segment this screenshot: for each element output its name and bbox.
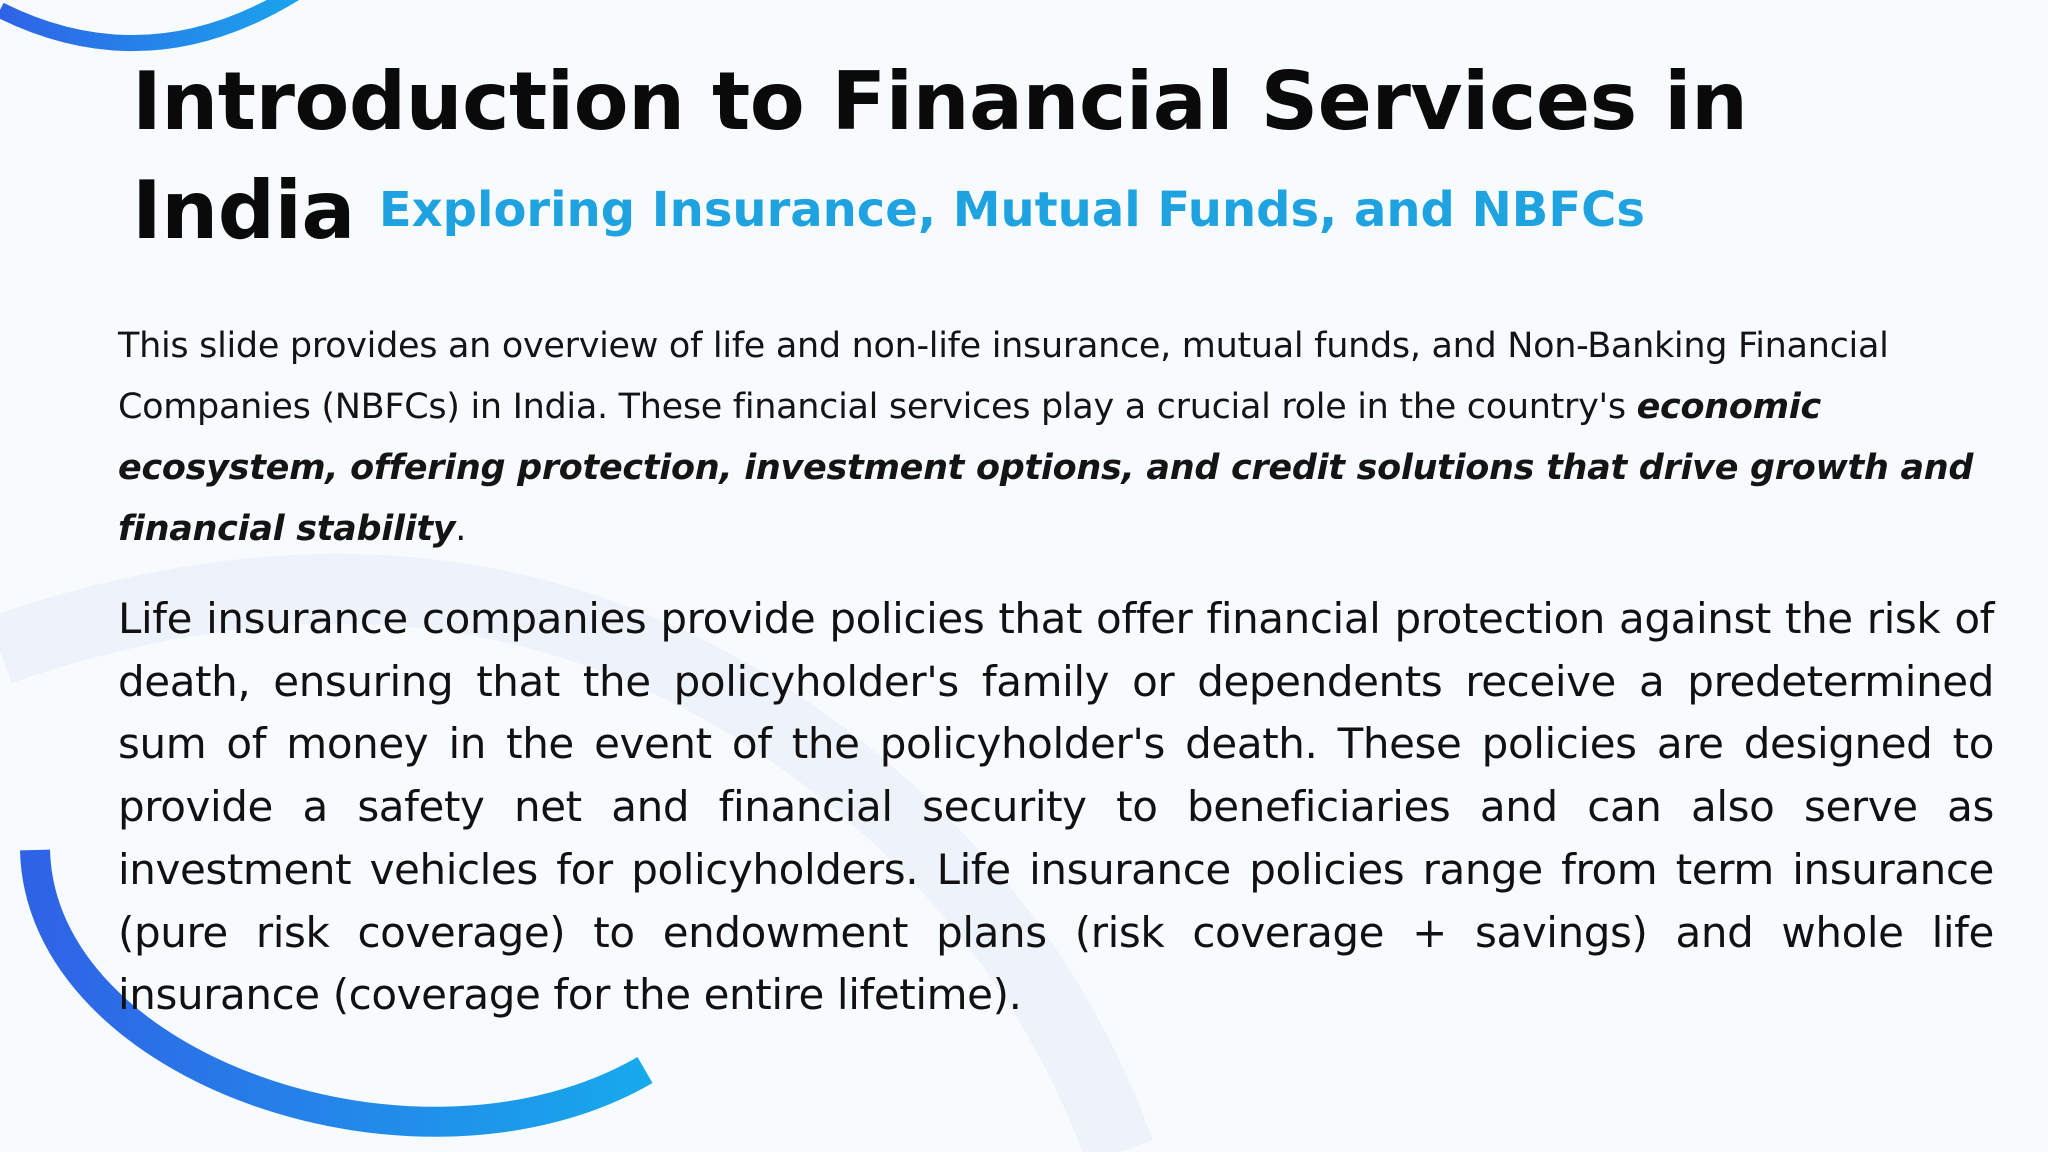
top-arc	[0, 0, 300, 43]
life-insurance-paragraph: Life insurance companies provide policies that offer financial protection against the risk of death, ensuring that the policyholder's family or dependents receive a predetermined sum of money in the event of the policyholder's death. These policies are designed to provide a safety net and financial security to beneficiaries and can also serve as investment vehicles for policyholders. Life insurance policies range from term insurance (pure risk coverage) to endowment plans (risk coverage + savings) and whole life insurance (coverage for the entire lifetime).	[118, 594, 1994, 1020]
overview-paragraph	[118, 316, 1998, 560]
slide-subtitle: Exploring Insurance, Mutual Funds, and NBFCs	[378, 182, 1645, 238]
overview-intro: This slide provides an overview of life and non-life insurance, mutual funds, and Non-Banking Financial Companies (NBFCs) in India. These financial services play a crucial role in the country's	[118, 326, 1889, 427]
overview-emphasis: economic ecosystem, offering protection, investment options, and credit solutions that drive growth and financial stability	[118, 387, 1974, 549]
title-text: Introduction to Financial Services in India	[132, 55, 1748, 257]
overview-end: .	[455, 509, 467, 549]
slide-title	[132, 48, 1892, 265]
